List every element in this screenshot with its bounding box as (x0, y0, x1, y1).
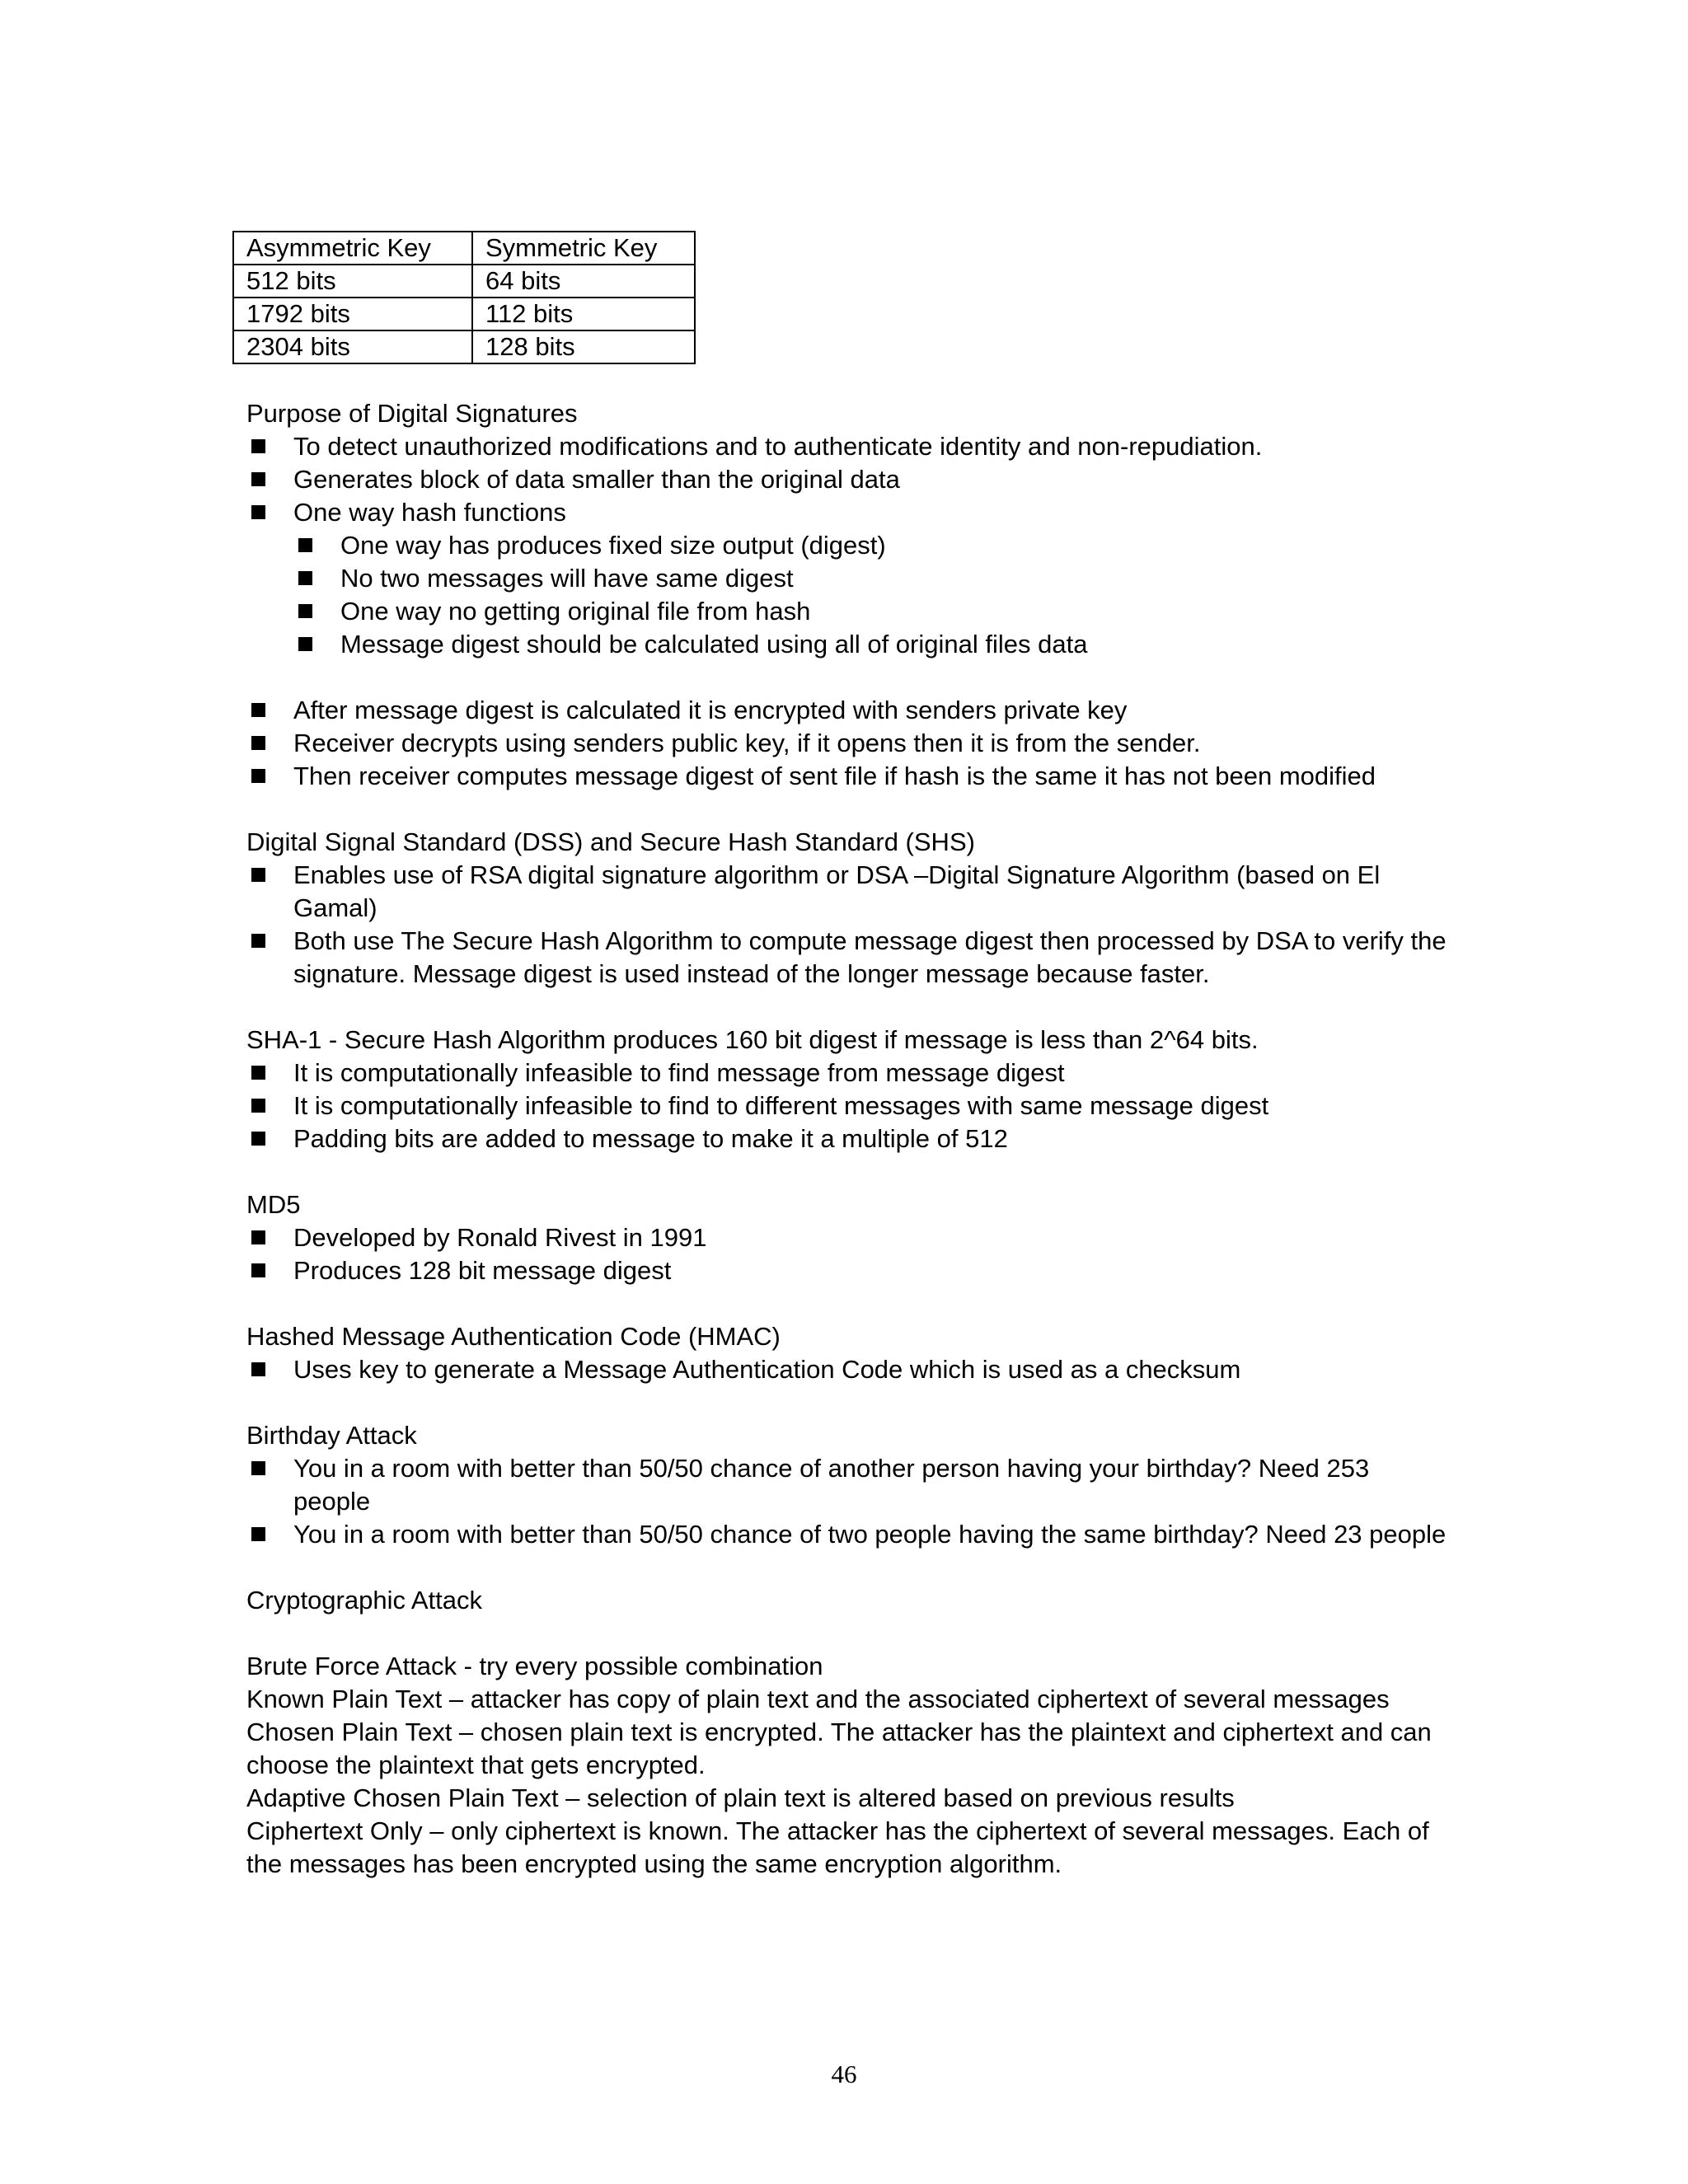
table-cell: 1792 bits (233, 298, 472, 330)
bullet-list (246, 859, 1451, 991)
table-cell: 64 bits (472, 265, 695, 298)
bullet-list (246, 430, 1451, 661)
table-row (233, 298, 695, 330)
attack-paragraph: Known Plain Text – attacker has copy of plain text and the associated ciphertext of several messages (246, 1685, 1390, 1713)
body-text (246, 364, 1451, 1881)
list-item: It is computationally infeasible to find to different messages with same message digest (246, 1090, 1451, 1122)
table-cell: 512 bits (233, 265, 472, 298)
list-item: You in a room with better than 50/50 chance of another person having your birthday? Need 253 people (246, 1452, 1451, 1518)
attack-paragraph: Ciphertext Only – only ciphertext is known. The attacker has the ciphertext of several messages. Each of the messages has been encrypted using the same encryption algorithm. (246, 1816, 1429, 1878)
section-heading: Digital Signal Standard (DSS) and Secure Hash Standard (SHS) (246, 827, 975, 856)
sub-bullet-list (293, 529, 1451, 661)
key-size-table (232, 231, 696, 364)
bullet-list (246, 694, 1451, 793)
bullet-list (246, 1221, 1451, 1287)
attack-paragraph: Chosen Plain Text – chosen plain text is encrypted. The attacker has the plaintext and ciphertext and can choose the plaintext that gets encrypted. (246, 1718, 1432, 1779)
list-item: Both use The Secure Hash Algorithm to compute message digest then processed by DSA to verify the signature. Message digest is used instead of the longer message because faster. (246, 925, 1451, 991)
section-heading: Birthday Attack (246, 1421, 417, 1450)
section-heading: Cryptographic Attack (246, 1586, 483, 1615)
list-item: Padding bits are added to message to make it a multiple of 512 (246, 1122, 1451, 1155)
sub-list-item: No two messages will have same digest (293, 562, 1451, 595)
list-item: Then receiver computes message digest of sent file if hash is the same it has not been modified (246, 760, 1451, 793)
section-heading: MD5 (246, 1190, 301, 1219)
page-content (231, 231, 1451, 1881)
list-item: Developed by Ronald Rivest in 1991 (246, 1221, 1451, 1254)
sub-list-item: Message digest should be calculated using all of original files data (293, 628, 1451, 661)
list-item: You in a room with better than 50/50 chance of two people having the same birthday? Need 23 people (246, 1518, 1451, 1551)
page-number: 46 (831, 2060, 857, 2088)
list-item (246, 496, 1451, 661)
bullet-list (246, 1353, 1451, 1386)
list-item: Generates block of data smaller than the original data (246, 463, 1451, 496)
list-item: It is computationally infeasible to find message from message digest (246, 1057, 1451, 1090)
table-row (233, 265, 695, 298)
list-item-text: One way hash functions (293, 498, 566, 527)
table-header-cell: Symmetric Key (472, 232, 695, 265)
bullet-list (246, 1452, 1451, 1551)
table-row (233, 330, 695, 363)
list-item: Enables use of RSA digital signature algorithm or DSA –Digital Signature Algorithm (based on El Gamal) (246, 859, 1451, 925)
attack-paragraph: Brute Force Attack - try every possible combination (246, 1652, 823, 1680)
table-cell: 112 bits (472, 298, 695, 330)
list-item: Receiver decrypts using senders public key, if it opens then it is from the sender. (246, 727, 1451, 760)
sub-list-item: One way no getting original file from hash (293, 595, 1451, 628)
section-heading: Purpose of Digital Signatures (246, 399, 578, 428)
list-item: After message digest is calculated it is encrypted with senders private key (246, 694, 1451, 727)
section-heading: Hashed Message Authentication Code (HMAC) (246, 1322, 781, 1351)
attack-paragraph: Adaptive Chosen Plain Text – selection of plain text is altered based on previous results (246, 1783, 1235, 1812)
list-item: Produces 128 bit message digest (246, 1254, 1451, 1287)
table-header-row (233, 232, 695, 265)
sub-list-item: One way has produces fixed size output (digest) (293, 529, 1451, 562)
table-cell: 128 bits (472, 330, 695, 363)
table-header-cell: Asymmetric Key (233, 232, 472, 265)
list-item: To detect unauthorized modifications and to authenticate identity and non-repudiation. (246, 430, 1451, 463)
bullet-list (246, 1057, 1451, 1155)
section-heading: SHA-1 - Secure Hash Algorithm produces 160 bit digest if message is less than 2^64 bits. (246, 1025, 1259, 1054)
list-item: Uses key to generate a Message Authentication Code which is used as a checksum (246, 1353, 1451, 1386)
table-cell: 2304 bits (233, 330, 472, 363)
